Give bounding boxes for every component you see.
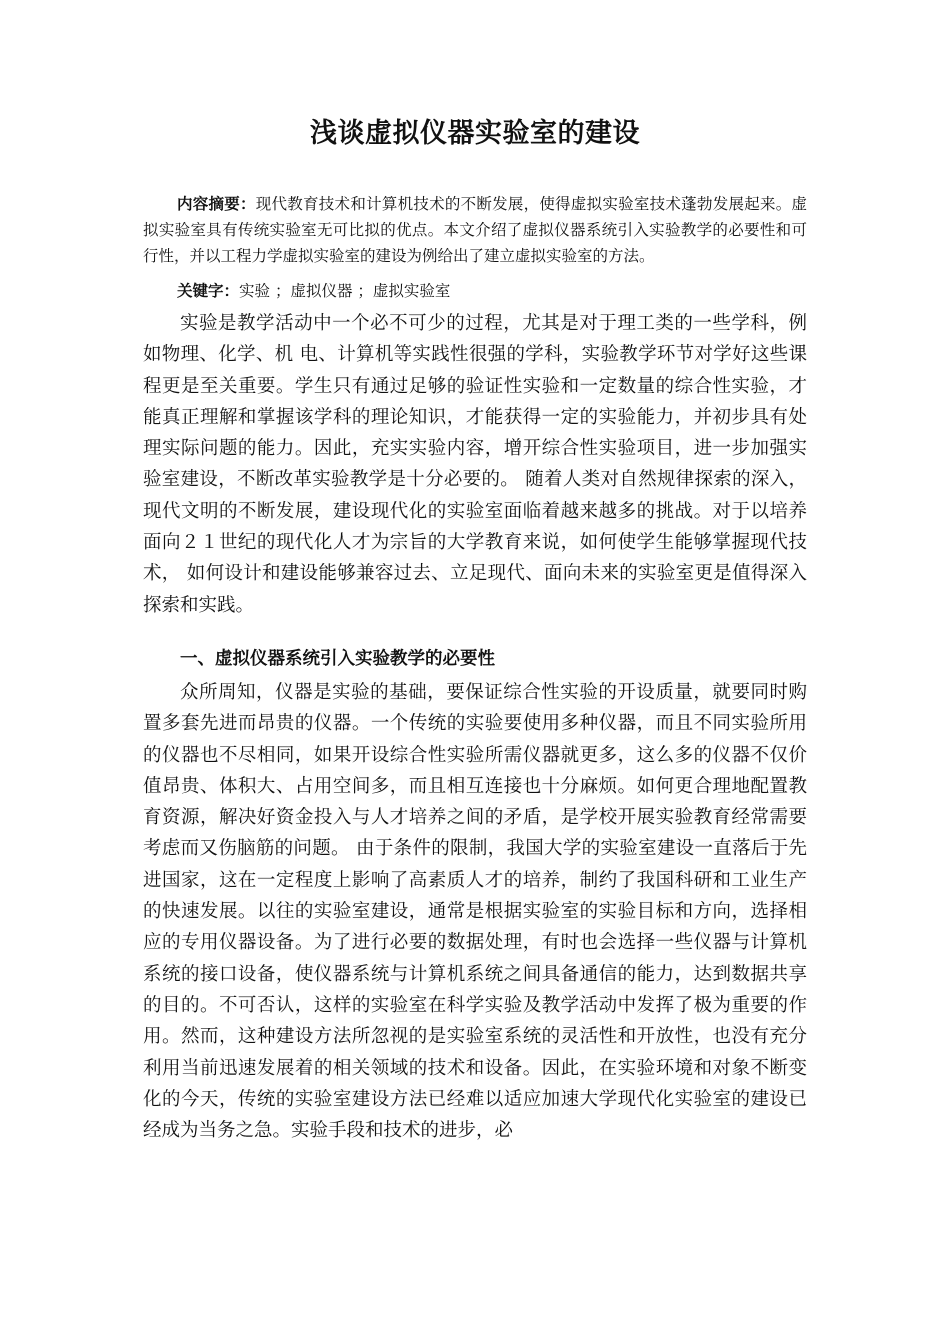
abstract-label: 内容摘要： xyxy=(177,195,256,213)
section-heading-1: 一、虚拟仪器系统引入实验教学的必要性 xyxy=(180,649,495,669)
keywords-text: 实验 ；虚拟仪器 ；虚拟实验室 xyxy=(239,282,451,300)
body-paragraph-2: 众所周知，仪器是实验的基础，要保证综合性实验的开设质量，就要同时购置多套先进而昂贵的仪器。一个传统的实验要使用多种仪器，而且不同实验所用的仪器也不尽相同，如果开设综合性实验所需仪器就更多，这么多的仪器不仅价值昂贵、体积大、占用空间多，而且相互连接也十分麻烦。如何更合理地配置教育资源，解决好资金投入与人才培养之间的矛盾，是学校开展实验教育经常需要考虑而又伤脑筋的问题。 由于条件的限制，我国大学的实验室建设一直落后于先进国家，这在一定程度上影响了高素质人才的培养，制约了我国科研和工业生产的快速发展。以往的实验室建设，通常是根据实验室的实验目标和方向，选择相应的专用仪器设备。为了进行必要的数据处理，有时也会选择一些仪器与计算机系统的接口设备，使仪器系统与计算机系统之间具备通信的能力，达到数据共享的目的。不可否认，这样的实验室在科学实验及教学活动中发挥了极为重要的作用。然而，这种建设方法所忽视的是实验室系统的灵活性和开放性，也没有充分利用当前迅速发展着的相关领域的技术和设备。因此，在实验环境和对象不断变化的今天，传统的实验室建设方法已经难以适应加速大学现代化实验室的建设已经成为当务之急。实验手段和技术的进步，必 xyxy=(143,682,807,1142)
body-paragraph-1: 实验是教学活动中一个必不可少的过程，尤其是对于理工类的一些学科，例如物理、化学、机 电、计算机等实践性很强的学科，实验教学环节对学好这些课程更是至关重要。学生只有通过足够的验证性实验和一定数量的综合性实验，才能真正理解和掌握该学科的理论知识，才能获得一定的实验能力，并初步具有处理实际问题的能力。因此，充实实验内容，增开综合性实验项目，进一步加强实验室建设，不断改革实验教学是十分必要的。 随着人类对自然规律探索的深入，现代文明的不断发展，建设现代化的实验室面临着越来越多的挑战。对于以培养面向２１世纪的现代化人才为宗旨的大学教育来说，如何使学生能够掌握现代技术， 如何设计和建设能够兼容过去、立足现代、面向未来的实验室更是值得深入探索和实践。 xyxy=(143,313,807,616)
abstract-text: 现代教育技术和计算机技术的不断发展，使得虚拟实验室技术蓬勃发展起来。虚拟实验室具有传统实验室无可比拟的优点。本文介绍了虚拟仪器系统引入实验教学的必要性和可行性，并以工程力学虚拟实验室的建设为例给出了建立虚拟实验室的方法。 xyxy=(143,195,807,265)
keywords-label: 关键字： xyxy=(177,282,240,300)
keywords xyxy=(177,278,807,304)
abstract xyxy=(143,191,807,269)
document-title: 浅谈虚拟仪器实验室的建设 xyxy=(310,118,640,149)
